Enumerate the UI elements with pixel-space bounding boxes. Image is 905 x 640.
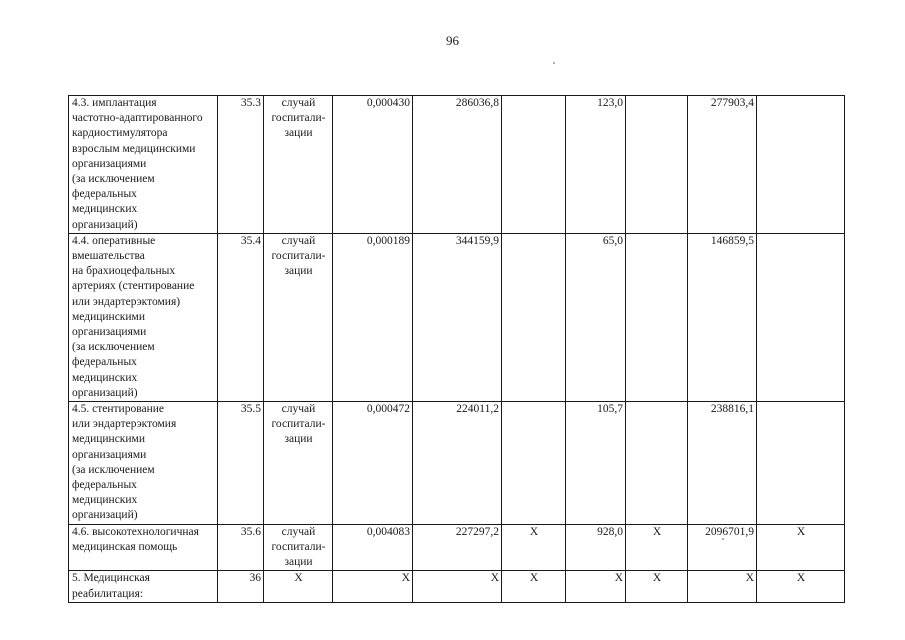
value-cell-10: X [757,571,845,603]
norm-cell: 0,000472 [333,402,413,525]
line-number-cell: 35.5 [218,402,264,525]
cell-text-line: медицинских [72,203,138,216]
cell-text-line: федеральных [72,356,137,369]
cell-text-line: реабилитация: [72,587,144,600]
value-cell-10 [757,402,845,525]
value-cell-7: 928,0 [566,524,626,571]
value-cell-6 [502,96,566,234]
cost-cell: X [413,571,502,603]
cell-text-line: частотно-адаптированного [72,112,203,125]
value-cell-8: X [626,524,688,571]
norm-cell: 0,000430 [333,96,413,234]
value-cell-6: X [502,524,566,571]
cell-text-line: случай [281,525,316,538]
unit-cell [264,402,333,525]
norm-cell: 0,000189 [333,233,413,401]
value-cell-9: 277903,4 [688,96,757,234]
cost-cell: 286036,8 [413,96,502,234]
scan-speck [553,62,555,64]
cell-text-line: случай [281,234,316,247]
table-row [69,571,845,603]
table-row [69,524,845,571]
cell-text-line: (за исключением [72,463,155,476]
cell-text-line: зации [284,127,313,140]
cell-text-line: на брахиоцефальных [72,265,176,278]
value-cell-8 [626,233,688,401]
cell-text-line: госпитали- [271,250,326,263]
cell-text-line: медицинских [72,494,138,507]
value-cell-9: 238816,1 [688,402,757,525]
value-cell-8 [626,402,688,525]
cost-cell: 344159,9 [413,233,502,401]
cell-text-line: организаций) [72,509,138,522]
value-cell-10: X [757,524,845,571]
data-table [68,95,845,603]
cell-text-line: организаций) [72,386,138,399]
cell-text-line: зации [284,433,313,446]
norm-cell: 0,004083 [333,524,413,571]
table-row [69,402,845,525]
page-number: 96 [446,33,459,48]
cell-text-line: (за исключением [72,173,155,186]
cost-cell: 224011,2 [413,402,502,525]
value-cell-6: X [502,571,566,603]
cell-text-line: организациями [72,157,147,170]
cell-text-line: или эндартерэктомия) [72,295,181,308]
table-row [69,96,845,234]
value-cell-8: X [626,571,688,603]
cell-text-line: случай [281,403,316,416]
cell-text-line: организациями [72,448,147,461]
value-cell-10 [757,233,845,401]
cell-text-line: медицинскими [72,310,145,323]
service-name-cell [69,96,218,234]
value-cell-7: 123,0 [566,96,626,234]
cell-text-line: X [294,572,303,585]
cell-text-line: федеральных [72,188,137,201]
cell-text-line: или эндартерэктомия [72,418,177,431]
unit-cell [264,96,333,234]
cell-text-line: медицинская помощь [72,540,178,553]
cell-text-line: медицинских [72,371,138,384]
value-cell-7: X [566,571,626,603]
service-name-cell [69,571,218,603]
unit-cell [264,524,333,571]
value-cell-7: 65,0 [566,233,626,401]
line-number-cell: 35.3 [218,96,264,234]
value-cell-6 [502,402,566,525]
table-row [69,233,845,401]
cell-text-line: организациями [72,326,147,339]
cell-text-line: зации [284,556,313,569]
value-cell-9: 146859,5 [688,233,757,401]
value-cell-9: 2096701,9 [688,524,757,571]
line-number-cell: 36 [218,571,264,603]
cell-text-line: федеральных [72,479,137,492]
cell-text-line: госпитали- [271,540,326,553]
cell-text-line: случай [281,97,316,109]
line-number-cell: 35.6 [218,524,264,571]
service-name-cell [69,524,218,571]
value-cell-8 [626,96,688,234]
cell-text-line: медицинскими [72,433,145,446]
service-name-cell [69,402,218,525]
cost-cell: 227297,2 [413,524,502,571]
cell-text-line: (за исключением [72,341,155,354]
norm-cell: X [333,571,413,603]
cell-text-line: госпитали- [271,418,326,431]
value-cell-6 [502,233,566,401]
unit-cell [264,233,333,401]
cell-text-line: зации [284,265,313,278]
unit-cell [264,571,333,603]
value-cell-7: 105,7 [566,402,626,525]
cell-text-line: кардиостимулятора [72,127,168,140]
cell-text-line: 4.6. высокотехнологичная [72,525,199,538]
cell-text-line: 4.4. оперативные [72,234,156,247]
cell-text-line: 4.5. стентирование [72,403,164,416]
cell-text-line: 4.3. имплантация [72,97,157,109]
cell-text-line: взрослым медицинскими [72,142,196,155]
cell-text-line: вмешательства [72,250,145,263]
value-cell-9: X [688,571,757,603]
cell-text-line: 5. Медицинская [72,572,150,585]
service-name-cell [69,233,218,401]
line-number-cell: 35.4 [218,233,264,401]
value-cell-10 [757,96,845,234]
cell-text-line: организаций) [72,218,138,231]
cell-text-line: госпитали- [271,112,326,125]
cell-text-line: артериях (стентирование [72,280,195,293]
